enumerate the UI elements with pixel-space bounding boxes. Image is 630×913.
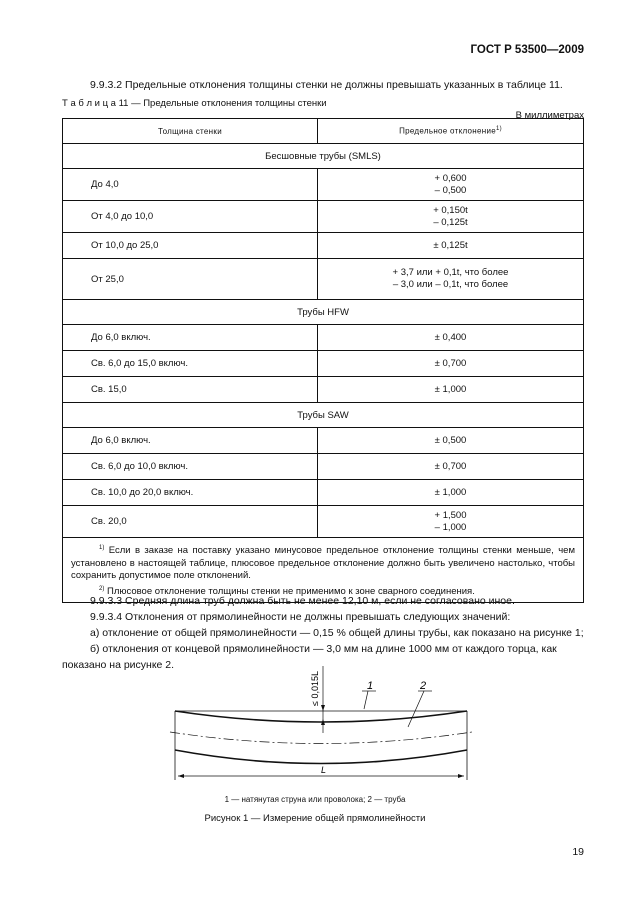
section-header: Трубы HFW — [63, 300, 584, 325]
thickness-cell: Св. 6,0 до 10,0 включ. — [63, 454, 318, 480]
section-header: Трубы SAW — [63, 403, 584, 428]
deviation-value: + 3,7 или + 0,1t, что более — [392, 267, 509, 278]
deviation-value: ± 0,125t — [433, 239, 468, 251]
deviation-value: ± 0,400 — [434, 331, 467, 343]
figure-legend: 1 — натянутая струна или проволока; 2 — труба — [224, 795, 406, 804]
thickness-cell: Св. 6,0 до 15,0 включ. — [63, 351, 318, 377]
thickness-cell: Св. 15,0 — [63, 377, 318, 403]
paragraph: 9.9.3.3 Средняя длина труб должна быть не менее 12,10 м, если не согласовано иное. — [90, 595, 515, 607]
deviation-value: – 3,0 или – 0,1t, что более — [392, 279, 509, 290]
deviation-value: – 0,125t — [433, 216, 468, 228]
deviation-value: ± 0,700 — [434, 357, 467, 369]
document-header: ГОСТ Р 53500—2009 — [470, 44, 584, 56]
callout-1: 1 — [367, 680, 374, 692]
intro-paragraph: 9.9.3.2 Предельные отклонения толщины стенки не должны превышать указанных в таблице 11. — [90, 79, 563, 91]
thickness-cell: От 25,0 — [63, 259, 318, 300]
column-header-thickness: Толщина стенки — [63, 119, 318, 144]
thickness-cell: До 6,0 включ. — [63, 428, 318, 454]
paragraph: 9.9.3.4 Отклонения от прямолинейности не должны превышать следующих значений: — [90, 611, 511, 623]
paragraph: а) отклонение от общей прямолинейности — 0,15 % общей длины трубы, как показано на рисунке 1; — [90, 627, 584, 639]
deviation-value: ± 1,000 — [434, 486, 467, 498]
footnote: $^{2)}$ Плюсовое отклонение толщины стенки не применимо к зоне сварного соединения. — [99, 585, 475, 597]
thickness-cell: До 6,0 включ. — [63, 325, 318, 351]
deviation-value: + 0,600 — [434, 172, 467, 184]
deviation-dimension-label: ≤ 0,015L — [310, 671, 320, 706]
column-header-deviation: Предельное отклонение$^{1)}$ — [318, 119, 584, 144]
callout-2: 2 — [420, 680, 427, 692]
units-label: В миллиметрах — [515, 110, 584, 121]
thickness-cell: До 4,0 — [63, 169, 318, 201]
page-number: 19 — [572, 846, 584, 858]
table-title: Т а б л и ц а 11 — Предельные отклонения толщины стенки — [62, 98, 327, 109]
section-header: Бесшовные трубы (SMLS) — [63, 144, 584, 169]
deviation-value: + 0,150t — [433, 204, 468, 216]
length-label: L — [321, 765, 327, 775]
thickness-cell: Св. 20,0 — [63, 506, 318, 538]
thickness-cell: От 4,0 до 10,0 — [63, 201, 318, 233]
deviation-value: – 0,500 — [434, 184, 467, 196]
paragraph: б) отклонения от концевой прямолинейности — 3,0 мм на длине 1000 мм от каждого торца, как показано на рисунке 2. — [62, 643, 557, 671]
deviation-value: + 1,500 — [434, 509, 467, 521]
thickness-cell: Св. 10,0 до 20,0 включ. — [63, 480, 318, 506]
deviation-value: – 1,000 — [434, 521, 467, 533]
deviation-value: ± 1,000 — [434, 383, 467, 395]
figure-caption: Рисунок 1 — Измерение общей прямолинейности — [204, 813, 426, 824]
footnote: $^{1)}$ Если в заказе на поставку указано минусовое предельное отклонение толщины стенки меньше, чем установлено в настоящей таблице, плюсовое предельное отклонение должно быть увеличено настолько, чтобы сохранить допустимое поле отклонений. — [71, 545, 575, 582]
deviation-value: ± 0,500 — [434, 434, 467, 446]
deviation-value: ± 0,700 — [434, 460, 467, 472]
thickness-cell: От 10,0 до 25,0 — [63, 233, 318, 259]
